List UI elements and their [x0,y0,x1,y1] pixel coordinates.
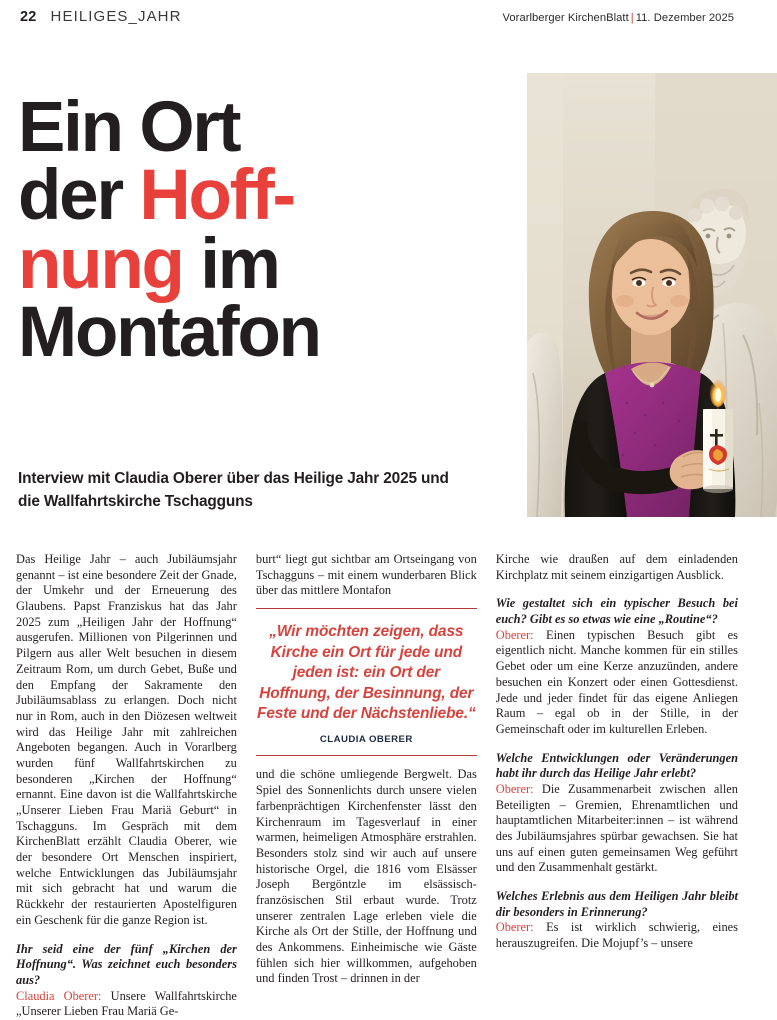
pull-quote-attribution: CLAUDIA OBERER [319,734,413,746]
article-columns [16,552,738,1019]
paragraph-gap-4 [496,876,738,889]
answer-1-continued: burt“ liegt gut sichtbar am Ortseingang von Tschagguns – mit einem wunderbaren Blick über das mittlere Montafon [255,552,477,598]
answer-3-speaker: Oberer: [495,781,534,796]
headline-line-3-accent: nung [18,224,183,304]
header-separator: | [630,12,634,24]
headline-line-2-plain: der [18,156,140,236]
page-title [18,87,483,373]
headline-line-2-accent: Hoff- [139,156,294,236]
answer-1-rest: und die schöne umliegende Bergwelt. Das Spiel des Sonnenlichts durch unsere vielen farbenprächtigen Kirchenfenster lässt den Kirchenraum im Tagesverlauf in einer warmen, heimeligen Atmosphäre erstrahlen. Besonders stolz sind wir auch auf unsere historische Orgel, die 1816 vom Elsässer Joseph Bergöntzle im elsässisch-französischen Stil erbaut wurde. Trotz unserer zentralen Lage erleben viele die Kirche als Ort der Stille, der Hoffnung und des Ankommens. Einheimische wie Gäste fühlen sich hier willkommen, aufgehoben und finden Trost – drinnen in der [255,767,477,986]
question-1: Ihr seid eine der fünf „Kirchen der Hoffnung“. Was zeichnet euch besonders aus? [16,941,237,987]
answer-4-speaker: Oberer: [495,920,534,935]
pull-quote [256,608,477,756]
answer-3-text: Die Zusammenarbeit zwischen allen Beteiligten – Gremien, Ehrenamtlichen und hauptamtlichen Mitarbeiter:innen – ist während des Jubiläumsjahres spürbar gewachsen. Sie hat uns auf einen guten gemeinsamen Weg geführt und den Zusammenhalt gestärkt. [495,781,738,875]
intro-paragraph: Das Heilige Jahr – auch Jubiläumsjahr genannt – ist eine besondere Zeit der Gnade, der Umkehr und der Erneuerung des Glaubens. Papst Franziskus hat das Jahr 2025 zum „Heiligen Jahr der Hoffnung“ ausgerufen. Millionen von Pilgerinnen und Pilgern aus aller Welt besuchen in diesem Zeitraum Rom, um durch Gebet, Buße und den Empfang der Sakramente den Jubiläumsablass zu erlangen. Doch nicht nur in Rom, auch in den Diözesen weltweit wird das Heilige Jahr mit zahlreichen Angeboten begangen. Auch in Vorarlberg wurden fünf Wallfahrtskirchen zu besonderen „Kirchen der Hoffnung“ ernannt. Eine davon ist die Wallfahrtskirche „Unserer Lieben Frau Mariä Geburt“ in Tschagguns. Im Gespräch mit dem KirchenBlatt erzählt Claudia Oberer, wie der besondere Ort Menschen inspiriert, welche Entwicklungen das Jubiläumsjahr mit sich gebracht hat und warum die Rückkehr der restaurierten Apostelfiguren ein Geschenk für die ganze Region ist. [16,552,237,927]
question-4: Welches Erlebnis aus dem Heiligen Jahr bleibt dir besonders in Erinnerung? [495,889,738,919]
headline-line-1: Ein Ort [18,87,240,167]
question-3: Welche Entwicklungen oder Veränderungen habt ihr durch das Heilige Jahr erlebt? [495,750,738,781]
header-left-group [20,8,182,25]
answer-2-text: Einen typischen Besuch gibt es eigentlich nicht. Manche kommen für ein stilles Gebet oder um eine Kerze anzuzünden, andere besuchen ein Konzert oder einen Gottesdienst. Jede und jeder findet für das eigene Anliegen Raum – egal ob in der Stille, in der Gemeinschaft oder im kulturellen Erleben. [495,627,738,736]
section-name: HEILIGES_JAHR [50,8,182,25]
headline-line-2 [18,156,483,236]
paragraph-gap-2 [496,583,738,596]
column-1 [16,552,237,1019]
page-header [20,8,734,28]
subhead: Interview mit Claudia Oberer über das Heilige Jahr 2025 und die Wallfahrtskirche Tschagguns [18,470,449,510]
headline-line-3-plain: im [182,224,279,304]
answer-4 [496,920,738,951]
paragraph-gap-3 [496,738,738,751]
answer-1-start [16,989,237,1020]
answer-4-text: Es ist wirklich schwierig, eines herauszugreifen. Die Mojupf’s – unsere [495,920,738,951]
answer-2-speaker: Oberer: [495,627,534,642]
column-3 [496,552,738,989]
header-right-group [503,12,735,24]
answer-1-end: Kirche wie draußen auf dem einladenden Kirchplatz mit seinem einzigartigen Ausblick. [495,552,738,582]
answer-2 [496,628,738,738]
article-photo [527,73,777,517]
answer-1-speaker: Claudia Oberer: [16,988,102,1003]
pull-quote-text: „Wir möchten zeigen, dass Kirche ein Ort für jede und jeden ist: ein Ort der Hoffnung, der Besinnung, der Feste und der Nächstenliebe.“ [257,623,476,722]
answer-1-text: Unsere Wallfahrtskirche „Unserer Lieben Frau Mariä Ge- [16,988,237,1019]
photo-illustration [527,73,777,517]
column-2 [256,552,477,989]
issue-date: 11. Dezember 2025 [635,12,734,24]
paragraph-gap [16,929,237,942]
headline-line-3 [18,224,483,304]
answer-3 [496,782,738,876]
question-2: Wie gestaltet sich ein typischer Besuch bei euch? Gibt es so etwas wie eine „Routine“? [495,596,738,627]
page-number: 22 [20,9,37,25]
headline-line-4: Montafon [18,293,320,373]
publication-title: Vorarlberger KirchenBlatt [502,12,629,24]
